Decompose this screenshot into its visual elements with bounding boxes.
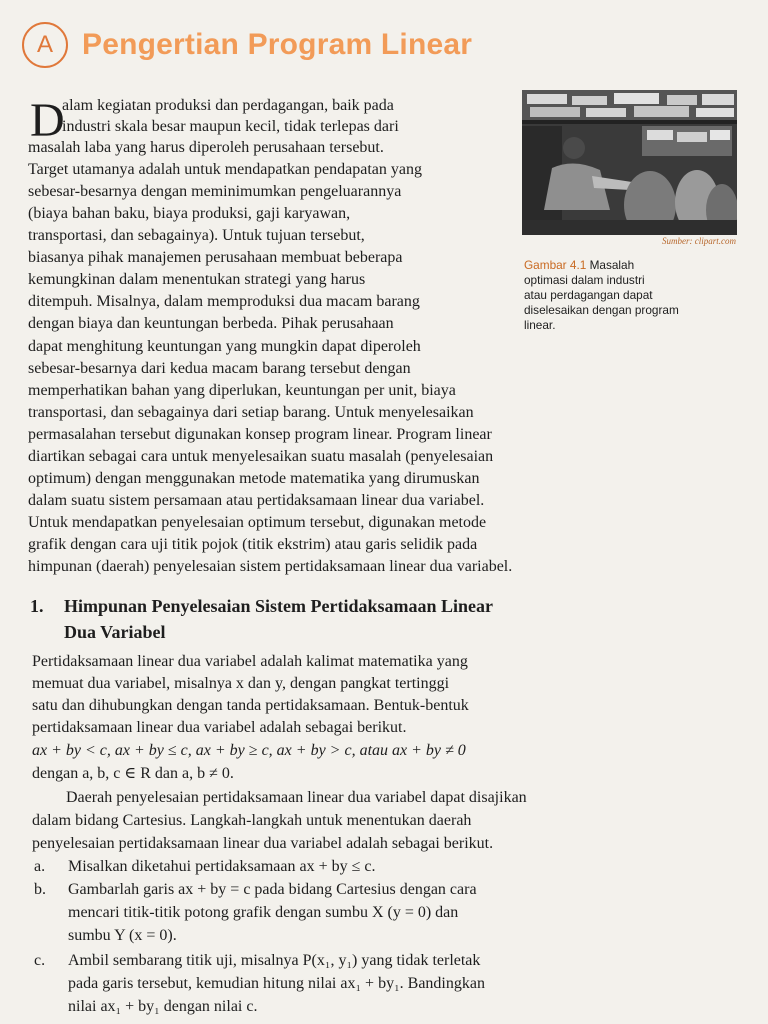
figure-caption <box>524 258 736 333</box>
paragraph-line: Target utamanya adalah untuk mendapatkan pendapatan yang <box>28 161 422 178</box>
paragraph-line: ditempuh. Misalnya, dalam memproduksi dua macam barang <box>28 293 420 310</box>
list-item-line: Ambil sembarang titik uji, misalnya P(x₁, y₁) yang tidak terletak <box>68 952 481 969</box>
list-item-line: nilai ax₁ + by₁ dengan nilai c. <box>68 998 258 1015</box>
caption-line: Gambar 4.1 Masalah <box>524 258 635 272</box>
paragraph-line: permasalahan tersebut digunakan konsep program linear. Program linear <box>28 426 492 443</box>
list-marker: b. <box>34 881 46 898</box>
list-marker: a. <box>34 858 46 875</box>
paragraph-line: biasanya pihak manajemen perusahaan membuat beberapa <box>28 249 403 266</box>
chapter-heading <box>22 22 472 68</box>
paragraph-line: optimum) dengan menggunakan metode matematika yang dirumuskan <box>28 470 480 487</box>
paragraph-line: Untuk mendapatkan penyelesaian optimum tersebut, digunakan metode <box>28 514 487 531</box>
subsection-number: 1. <box>30 596 44 616</box>
list-item-line: mencari titik-titik potong grafik dengan sumbu X (y = 0) dan <box>68 904 459 921</box>
paragraph-line: sebesar-besarnya dengan meminimumkan pengeluarannya <box>28 183 402 200</box>
paragraph-line: memuat dua variabel, misalnya x dan y, dengan pangkat tertinggi <box>32 675 450 692</box>
caption-line: atau perdagangan dapat <box>524 288 653 302</box>
paragraph-line: (biaya bahan baku, biaya produksi, gaji karyawan, <box>28 205 351 222</box>
paragraph-line: dapat menghitung keuntungan yang mungkin dapat diperoleh <box>28 338 421 355</box>
subsection-heading-cont: Dua Variabel <box>64 622 166 642</box>
section-letter-badge: A <box>22 22 68 68</box>
paragraph-line: diartikan sebagai cara untuk menyelesaikan suatu masalah (penyelesaian <box>28 448 494 465</box>
subsection-heading: 1. Himpunan Penyelesaian Sistem Pertidaksamaan Linear <box>30 596 494 616</box>
paragraph-line: industri skala besar maupun kecil, tidak terlepas dari <box>62 118 399 135</box>
list-item-line: sumbu Y (x = 0). <box>68 927 177 944</box>
paragraph-line: penyelesaian pertidaksamaan linear dua variabel adalah sebagai berikut. <box>32 835 494 852</box>
list-item-line: Misalkan diketahui pertidaksamaan ax + by ≤ c. <box>68 858 376 875</box>
paragraph-line: memperhatikan bahan yang diperlukan, keuntungan per unit, biaya <box>28 382 456 399</box>
paragraph-line: dengan a, b, c ∈ R dan a, b ≠ 0. <box>32 765 234 782</box>
warehouse-photo <box>522 90 737 235</box>
paragraph-line: dalam bidang Cartesius. Langkah-langkah untuk menentukan daerah <box>32 812 472 829</box>
paragraph-line: dengan biaya dan keuntungan berbeda. Pihak perusahaan <box>28 315 394 332</box>
paragraph-line: Daerah penyelesaian pertidaksamaan linear dua variabel dapat disajikan <box>66 789 527 806</box>
list-marker: c. <box>34 952 46 969</box>
paragraph-line: transportasi, dan sebagainya dari setiap barang. Untuk menyelesaikan <box>28 404 474 421</box>
section-title: Pengertian Program Linear <box>82 28 473 61</box>
figure-source: Sumber: clipart.com <box>662 236 736 246</box>
list-item-line: pada garis tersebut, kemudian hitung nilai ax₁ + by₁. Bandingkan <box>68 975 485 992</box>
paragraph-line: grafik dengan cara uji titik pojok (titik ekstrim) atau garis selidik pada <box>28 536 478 553</box>
paragraph-line: masalah laba yang harus diperoleh perusahaan tersebut. <box>28 139 384 156</box>
paragraph-line: sebesar-besarnya dari kedua macam barang tersebut dengan <box>28 360 411 377</box>
caption-line: diselesaikan dengan program <box>524 303 679 317</box>
formula-line: ax + by < c, ax + by ≤ c, ax + by ≥ c, ax + by > c, atau ax + by ≠ 0 <box>32 742 466 759</box>
drop-cap: D <box>30 94 65 147</box>
paragraph-line: transportasi, dan sebagainya). Untuk tujuan tersebut, <box>28 227 365 244</box>
list-item-line: Gambarlah garis ax + by = c pada bidang Cartesius dengan cara <box>68 881 477 898</box>
paragraph-line: satu dan dihubungkan dengan tanda pertidaksamaan. Bentuk-bentuk <box>32 697 469 714</box>
paragraph-line: Pertidaksamaan linear dua variabel adalah kalimat matematika yang <box>32 653 468 670</box>
paragraph-line: himpunan (daerah) penyelesaian sistem pertidaksamaan linear dua variabel. <box>28 558 513 575</box>
caption-line: optimasi dalam industri <box>524 273 645 287</box>
paragraph-line: pertidaksamaan linear dua variabel adalah sebagai berikut. <box>32 719 407 736</box>
paragraph-line: alam kegiatan produksi dan perdagangan, baik pada <box>62 97 394 114</box>
paragraph-line: dalam suatu sistem persamaan atau pertidaksamaan linear dua variabel. <box>28 492 485 509</box>
caption-line: linear. <box>524 318 556 332</box>
caption-label: Gambar 4.1 <box>524 258 587 272</box>
paragraph-line: kemungkinan dalam menentukan strategi yang harus <box>28 271 366 288</box>
